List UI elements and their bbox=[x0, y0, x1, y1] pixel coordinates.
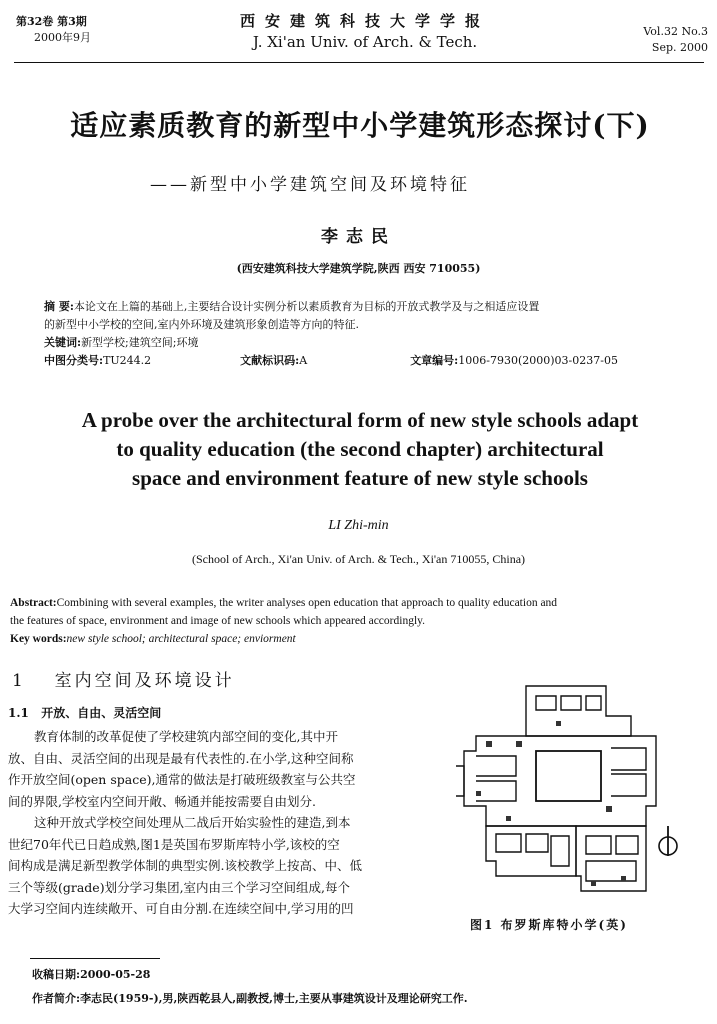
abstract-cn-label: 摘 要: bbox=[44, 300, 74, 313]
paper-subtitle-cn: ——新型中小学建筑空间及环境特征 bbox=[150, 175, 470, 195]
body-line: 放、自由、灵活空间的出现是最有代表性的.在小学,这种空间称 bbox=[8, 750, 354, 766]
abstract-en bbox=[10, 594, 710, 648]
section-1-1-heading bbox=[8, 704, 161, 721]
abstract-en-line1: Combining with several examples, the writer analyses open education that approach to quality education and bbox=[56, 597, 558, 609]
classification-row bbox=[44, 352, 684, 370]
body-line: 三个等级(grade)划分学习集团,室内由三个学习空间组成,每个 bbox=[8, 879, 351, 895]
body-line: 世纪70年代已日趋成熟,图1是英国布罗斯库特小学,该校的空 bbox=[8, 836, 340, 852]
doc-code-label: 文献标识码: bbox=[240, 354, 300, 367]
received-label: 收稿日期: bbox=[32, 968, 81, 981]
keywords-cn-label: 关键词: bbox=[44, 336, 82, 349]
section-1-number: 1 bbox=[12, 671, 26, 691]
volume-issue-en: Vol.32 No.3 bbox=[643, 25, 708, 38]
author-name-cn: 李志民 bbox=[321, 227, 396, 247]
paper-title-cn: 适应素质教育的新型中小学建筑形态探讨(下) bbox=[70, 109, 650, 142]
body-line: 大学习空间内连续敞开、可自由分割.在连续空间中,学习用的凹 bbox=[8, 901, 354, 916]
footnote-received bbox=[32, 966, 150, 982]
keywords-cn-text: 新型学校;建筑空间;环境 bbox=[81, 336, 199, 349]
plan-central-hall bbox=[536, 751, 601, 801]
north-arrow-icon bbox=[659, 826, 677, 856]
paper-title-en-line3: space and environment feature of new style schools bbox=[132, 466, 588, 490]
abstract-cn-line2: 的新型中小学校的空间,室内外环境及建筑形象创造等方向的特征. bbox=[44, 318, 359, 331]
received-date: 2000-05-28 bbox=[80, 968, 151, 981]
journal-name-cn: 西安建筑科技大学学报 bbox=[239, 12, 490, 30]
volume-issue-cn: 第32卷 第3期 bbox=[16, 15, 87, 28]
section-1-1-number: 1.1 bbox=[8, 706, 29, 720]
journal-name bbox=[205, 10, 525, 51]
body-line: 这种开放式学校空间处理从二战后开始实验性的建造,到本 bbox=[34, 815, 351, 830]
affiliation-en: (School of Arch., Xi'an Univ. of Arch. & Tech., Xi'an 710055, China) bbox=[191, 552, 526, 566]
plan-top-wing bbox=[526, 686, 631, 736]
keywords-en-label: Key words: bbox=[10, 633, 67, 645]
affiliation-cn: (西安建筑科技大学建筑学院,陕西 西安 710055) bbox=[236, 262, 481, 275]
abstract-en-line2: the features of space, environment and image of new schools which appeared accordingly. bbox=[10, 615, 426, 627]
body-line: 教育体制的改革促使了学校建筑内部空间的变化,其中开 bbox=[34, 729, 338, 744]
figure-caption: 图1 布罗斯库特小学(英) bbox=[470, 918, 628, 932]
abstract-cn bbox=[44, 298, 684, 370]
body-line: 间的界限,学校室内空间开敞、畅通并能按需要自由划分. bbox=[8, 793, 316, 809]
date-en: Sep. 2000 bbox=[651, 41, 708, 54]
section-1-1-title: 开放、自由、灵活空间 bbox=[41, 706, 162, 720]
clc-value: TU244.2 bbox=[103, 354, 152, 367]
abstract-en-label: Abstract: bbox=[10, 597, 57, 609]
paper-title-en-line1: A probe over the architectural form of new style schools adapt bbox=[81, 408, 639, 432]
bio-text: 李志民(1959-),男,陕西乾县人,副教授,博士,主要从事建筑设计及理论研究工作. bbox=[80, 992, 468, 1005]
bio-label: 作者简介: bbox=[32, 992, 81, 1005]
footnote-author-bio bbox=[32, 990, 468, 1006]
header-volume-en bbox=[608, 24, 708, 56]
footnote-divider bbox=[30, 958, 160, 959]
author-name-en: LI Zhi-min bbox=[328, 518, 389, 533]
header-volume-cn bbox=[16, 14, 91, 46]
body-line: 间构成是满足新型教学体制的典型实例.该校教学上按高、中、低 bbox=[8, 858, 362, 873]
date-cn: 2000年9月 bbox=[34, 31, 91, 44]
article-number-label: 文章编号: bbox=[410, 354, 459, 367]
abstract-cn-line1: 本论文在上篇的基础上,主要结合设计实例分析以素质教育为目标的开放式教学及与之相适应设置 bbox=[73, 300, 540, 313]
section-1-title: 室内空间及环境设计 bbox=[54, 671, 235, 691]
header-divider bbox=[14, 62, 704, 63]
floor-plan-figure bbox=[456, 676, 706, 906]
keywords-en-text: new style school; architectural space; enviorment bbox=[66, 633, 296, 645]
body-line: 作开放空间(open space),通常的做法是打破班级教室与公共空 bbox=[8, 772, 356, 787]
body-text bbox=[8, 726, 448, 920]
paper-title-en bbox=[20, 406, 700, 493]
section-1-heading bbox=[12, 666, 235, 691]
article-number-value: 1006-7930(2000)03-0237-05 bbox=[458, 354, 618, 367]
doc-code-value: A bbox=[299, 354, 308, 367]
journal-name-en: J. Xi'an Univ. of Arch. & Tech. bbox=[252, 33, 478, 51]
clc-label: 中图分类号: bbox=[44, 354, 104, 367]
paper-title-en-line2: to quality education (the second chapter) architectural bbox=[116, 437, 604, 461]
